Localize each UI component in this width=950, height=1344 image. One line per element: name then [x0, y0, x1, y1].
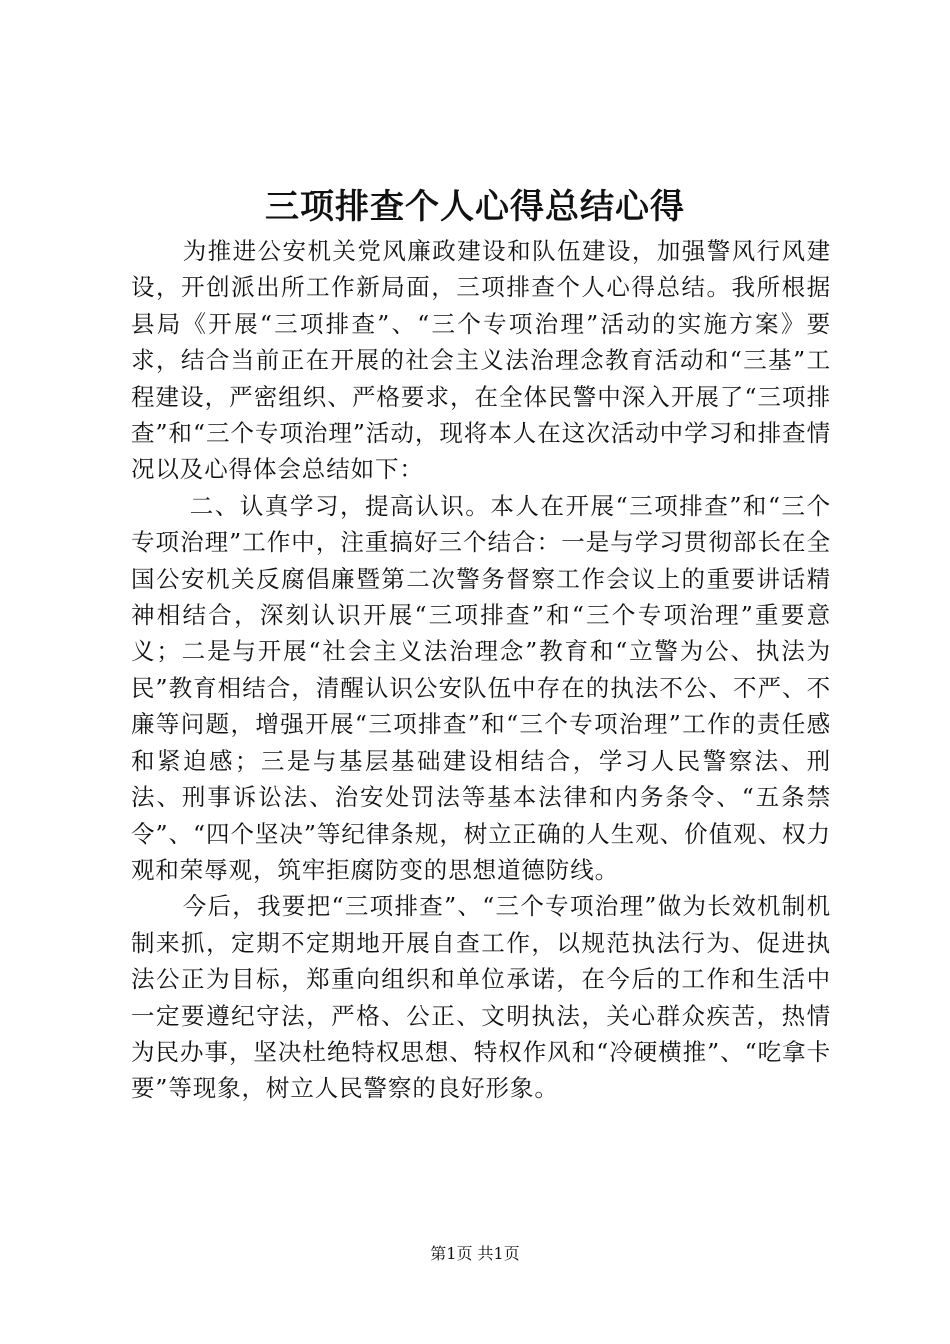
- paragraph-future: 今后，我要把“三项排查”、“三个专项治理”做为长效机制机制来抓，定期不定期地开展自查工作，以规范执法行为、促进执法公正为目标，郑重向组织和单位承诺，在今后的工作和生活中一定要遵纪守法，严格、公正、文明执法，关心群众疾苦，热情为民办事，坚决杜绝特权思想、特权作风和“冷硬横推”、“吃拿卡要”等现象，树立人民警察的良好形象。: [131, 892, 831, 1103]
- paragraph-intro: 为推进公安机关党风廉政建设和队伍建设，加强警风行风建设，开创派出所工作新局面，三项排查个人心得总结。我所根据县局《开展“三项排查”、“三个专项治理”活动的实施方案》要求，结合当前正在开展的社会主义法治理念教育活动和“三基”工程建设，严密组织、严格要求，在全体民警中深入开展了“三项排查”和“三个专项治理”活动，现将本人在这次活动中学习和排查情况以及心得体会总结如下：: [131, 237, 831, 484]
- document-body: [131, 233, 831, 1107]
- paragraph-study: 二、认真学习，提高认识。本人在开展“三项排查”和“三个专项治理”工作中，注重搞好三个结合：一是与学习贯彻部长在全国公安机关反腐倡廉暨第二次警务督察工作会议上的重要讲话精神相结合，深刻认识开展“三项排查”和“三个专项治理”重要意义；二是与开展“社会主义法治理念”教育和“立警为公、执法为民”教育相结合，清醒认识公安队伍中存在的执法不公、不严、不廉等问题，增强开展“三项排查”和“三个专项治理”工作的责任感和紧迫感；三是与基层基础建设相结合，学习人民警察法、刑法、刑事诉讼法、治安处罚法等基本法律和内务条令、“五条禁令”、“四个坚决”等纪律条规，树立正确的人生观、价值观、权力观和荣辱观，筑牢拒腐防变的思想道德防线。: [131, 491, 831, 884]
- document-title: 三项排查个人心得总结心得: [265, 187, 685, 227]
- page-footer: 第1页 共1页: [430, 1244, 520, 1263]
